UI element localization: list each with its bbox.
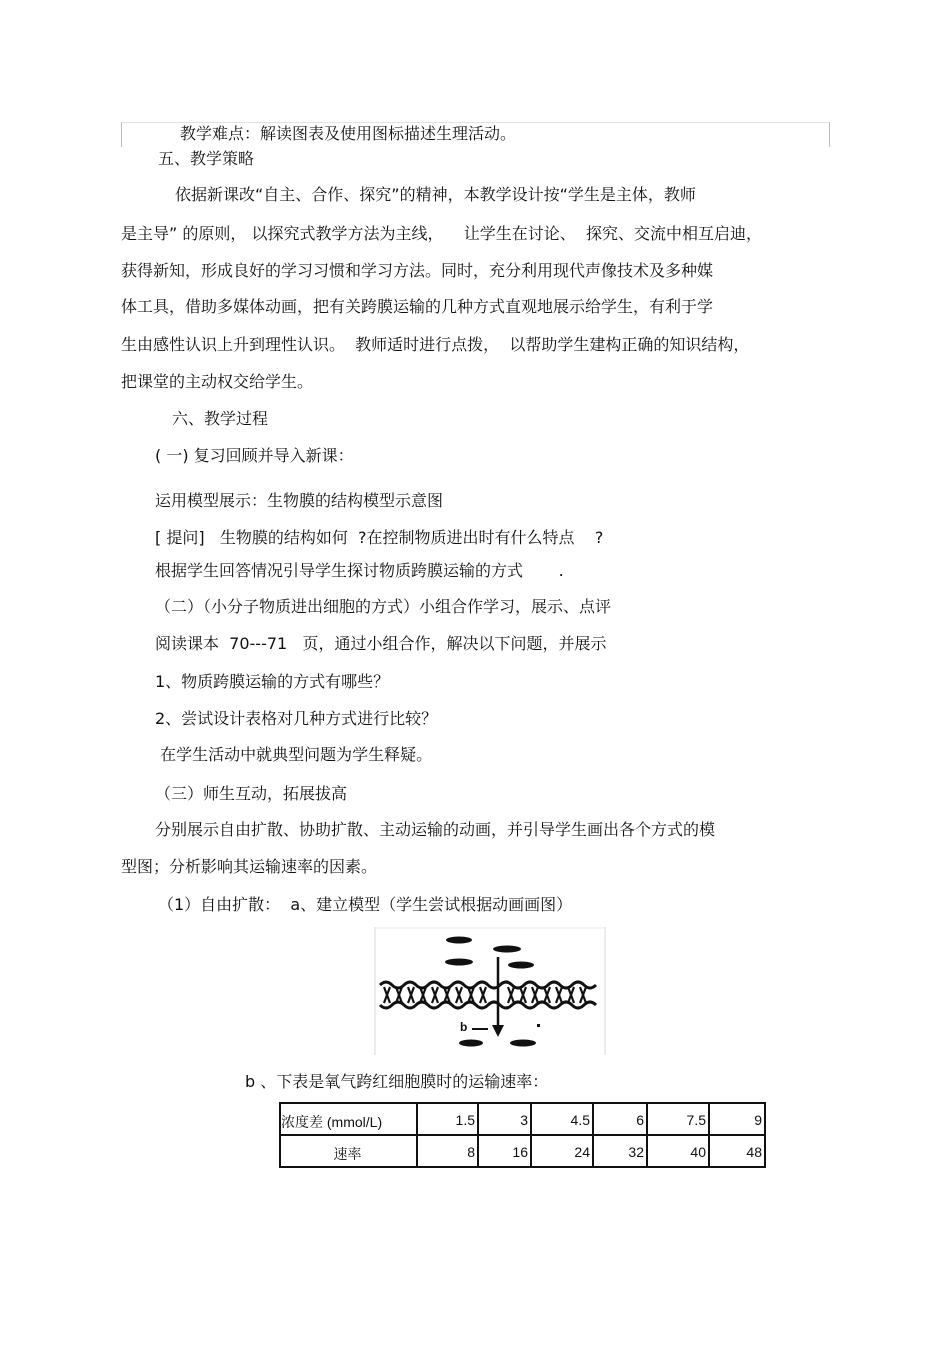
table-cell: 24 bbox=[531, 1135, 593, 1167]
table-row bbox=[280, 1135, 765, 1167]
paragraph-line: 是主导” 的原则， 以探究式教学方法为主线， 让学生在讨论、 探究、交流中相互启迪， bbox=[121, 224, 762, 243]
table-cell: 32 bbox=[593, 1135, 647, 1167]
table-cell: 4.5 bbox=[531, 1103, 593, 1135]
answer-text: 在学生活动中就典型问题为学生释疑。 bbox=[155, 745, 433, 764]
paragraph-line: 获得新知，形成良好的学习习惯和学习方法。同时，充分利用现代声像技术及多种媒 bbox=[121, 261, 714, 280]
part-1-title: ( 一) 复习回顾并导入新课： bbox=[155, 446, 354, 465]
paragraph-line: 把课堂的主动权交给学生。 bbox=[121, 372, 314, 391]
section-6-title: 六、教学过程 bbox=[172, 409, 269, 428]
paragraph-line: 分别展示自由扩散、协助扩散、主动运输的动画，并引导学生画出各个方式的模 bbox=[155, 820, 716, 839]
paragraph-line: 生由感性认识上升到理性认识。 教师适时进行点拨， 以帮助学生建构正确的知识结构， bbox=[121, 335, 750, 354]
part-2-title: （二）（小分子物质进出细胞的方式）小组合作学习，展示、点评 bbox=[155, 597, 612, 616]
guide-text: 根据学生回答情况引导学生探讨物质跨膜运输的方式 . bbox=[155, 561, 564, 580]
question-text: [ 提问] 生物膜的结构如何 ?在控制物质进出时有什么特点 ? bbox=[155, 528, 604, 547]
paragraph-line: 型图；分析影响其运输速率的因素。 bbox=[121, 857, 378, 876]
table-cell: 1.5 bbox=[417, 1103, 478, 1135]
part-3-title: （三）师生互动，拓展拔高 bbox=[155, 784, 348, 803]
rate-table bbox=[279, 1102, 766, 1168]
table-header-cell: 浓度差 (mmol/L) bbox=[280, 1103, 417, 1135]
table-cell: 7.5 bbox=[647, 1103, 709, 1135]
figure-label: b bbox=[460, 1020, 468, 1034]
section-5-title: 五、教学策略 bbox=[158, 149, 255, 168]
reading-instruction: 阅读课本 70---71 页，通过小组合作，解决以下问题，并展示 bbox=[155, 634, 607, 653]
question-2: 2、尝试设计表格对几种方式进行比较？ bbox=[155, 709, 438, 728]
table-cell: 48 bbox=[709, 1135, 765, 1167]
paragraph-line: 依据新课改“自主、合作、探究”的精神，本教学设计按“学生是主体，教师 bbox=[175, 185, 696, 204]
teaching-difficulty: 教学难点：解读图表及使用图标描述生理活动。 bbox=[180, 124, 517, 143]
table-header-cell: 速率 bbox=[280, 1135, 417, 1167]
question-1: 1、物质跨膜运输的方式有哪些？ bbox=[155, 672, 390, 691]
table-cell: 8 bbox=[417, 1135, 478, 1167]
table-row bbox=[280, 1103, 765, 1135]
table-intro: b 、下表是氧气跨红细胞膜时的运输速率： bbox=[245, 1072, 549, 1091]
paragraph-line: 体工具，借助多媒体动画，把有关跨膜运输的几种方式直观地展示给学生，有利于学 bbox=[121, 297, 714, 316]
table-cell: 40 bbox=[647, 1135, 709, 1167]
membrane-diagram bbox=[374, 927, 606, 1055]
model-show-text: 运用模型展示：生物膜的结构模型示意图 bbox=[155, 491, 444, 510]
table-cell: 6 bbox=[593, 1103, 647, 1135]
membrane-model-figure bbox=[374, 927, 606, 1055]
table-cell: 3 bbox=[478, 1103, 531, 1135]
table-cell: 9 bbox=[709, 1103, 765, 1135]
free-diffusion-title: （1）自由扩散： a、建立模型（学生尝试根据动画画图） bbox=[158, 895, 573, 914]
table-cell: 16 bbox=[478, 1135, 531, 1167]
